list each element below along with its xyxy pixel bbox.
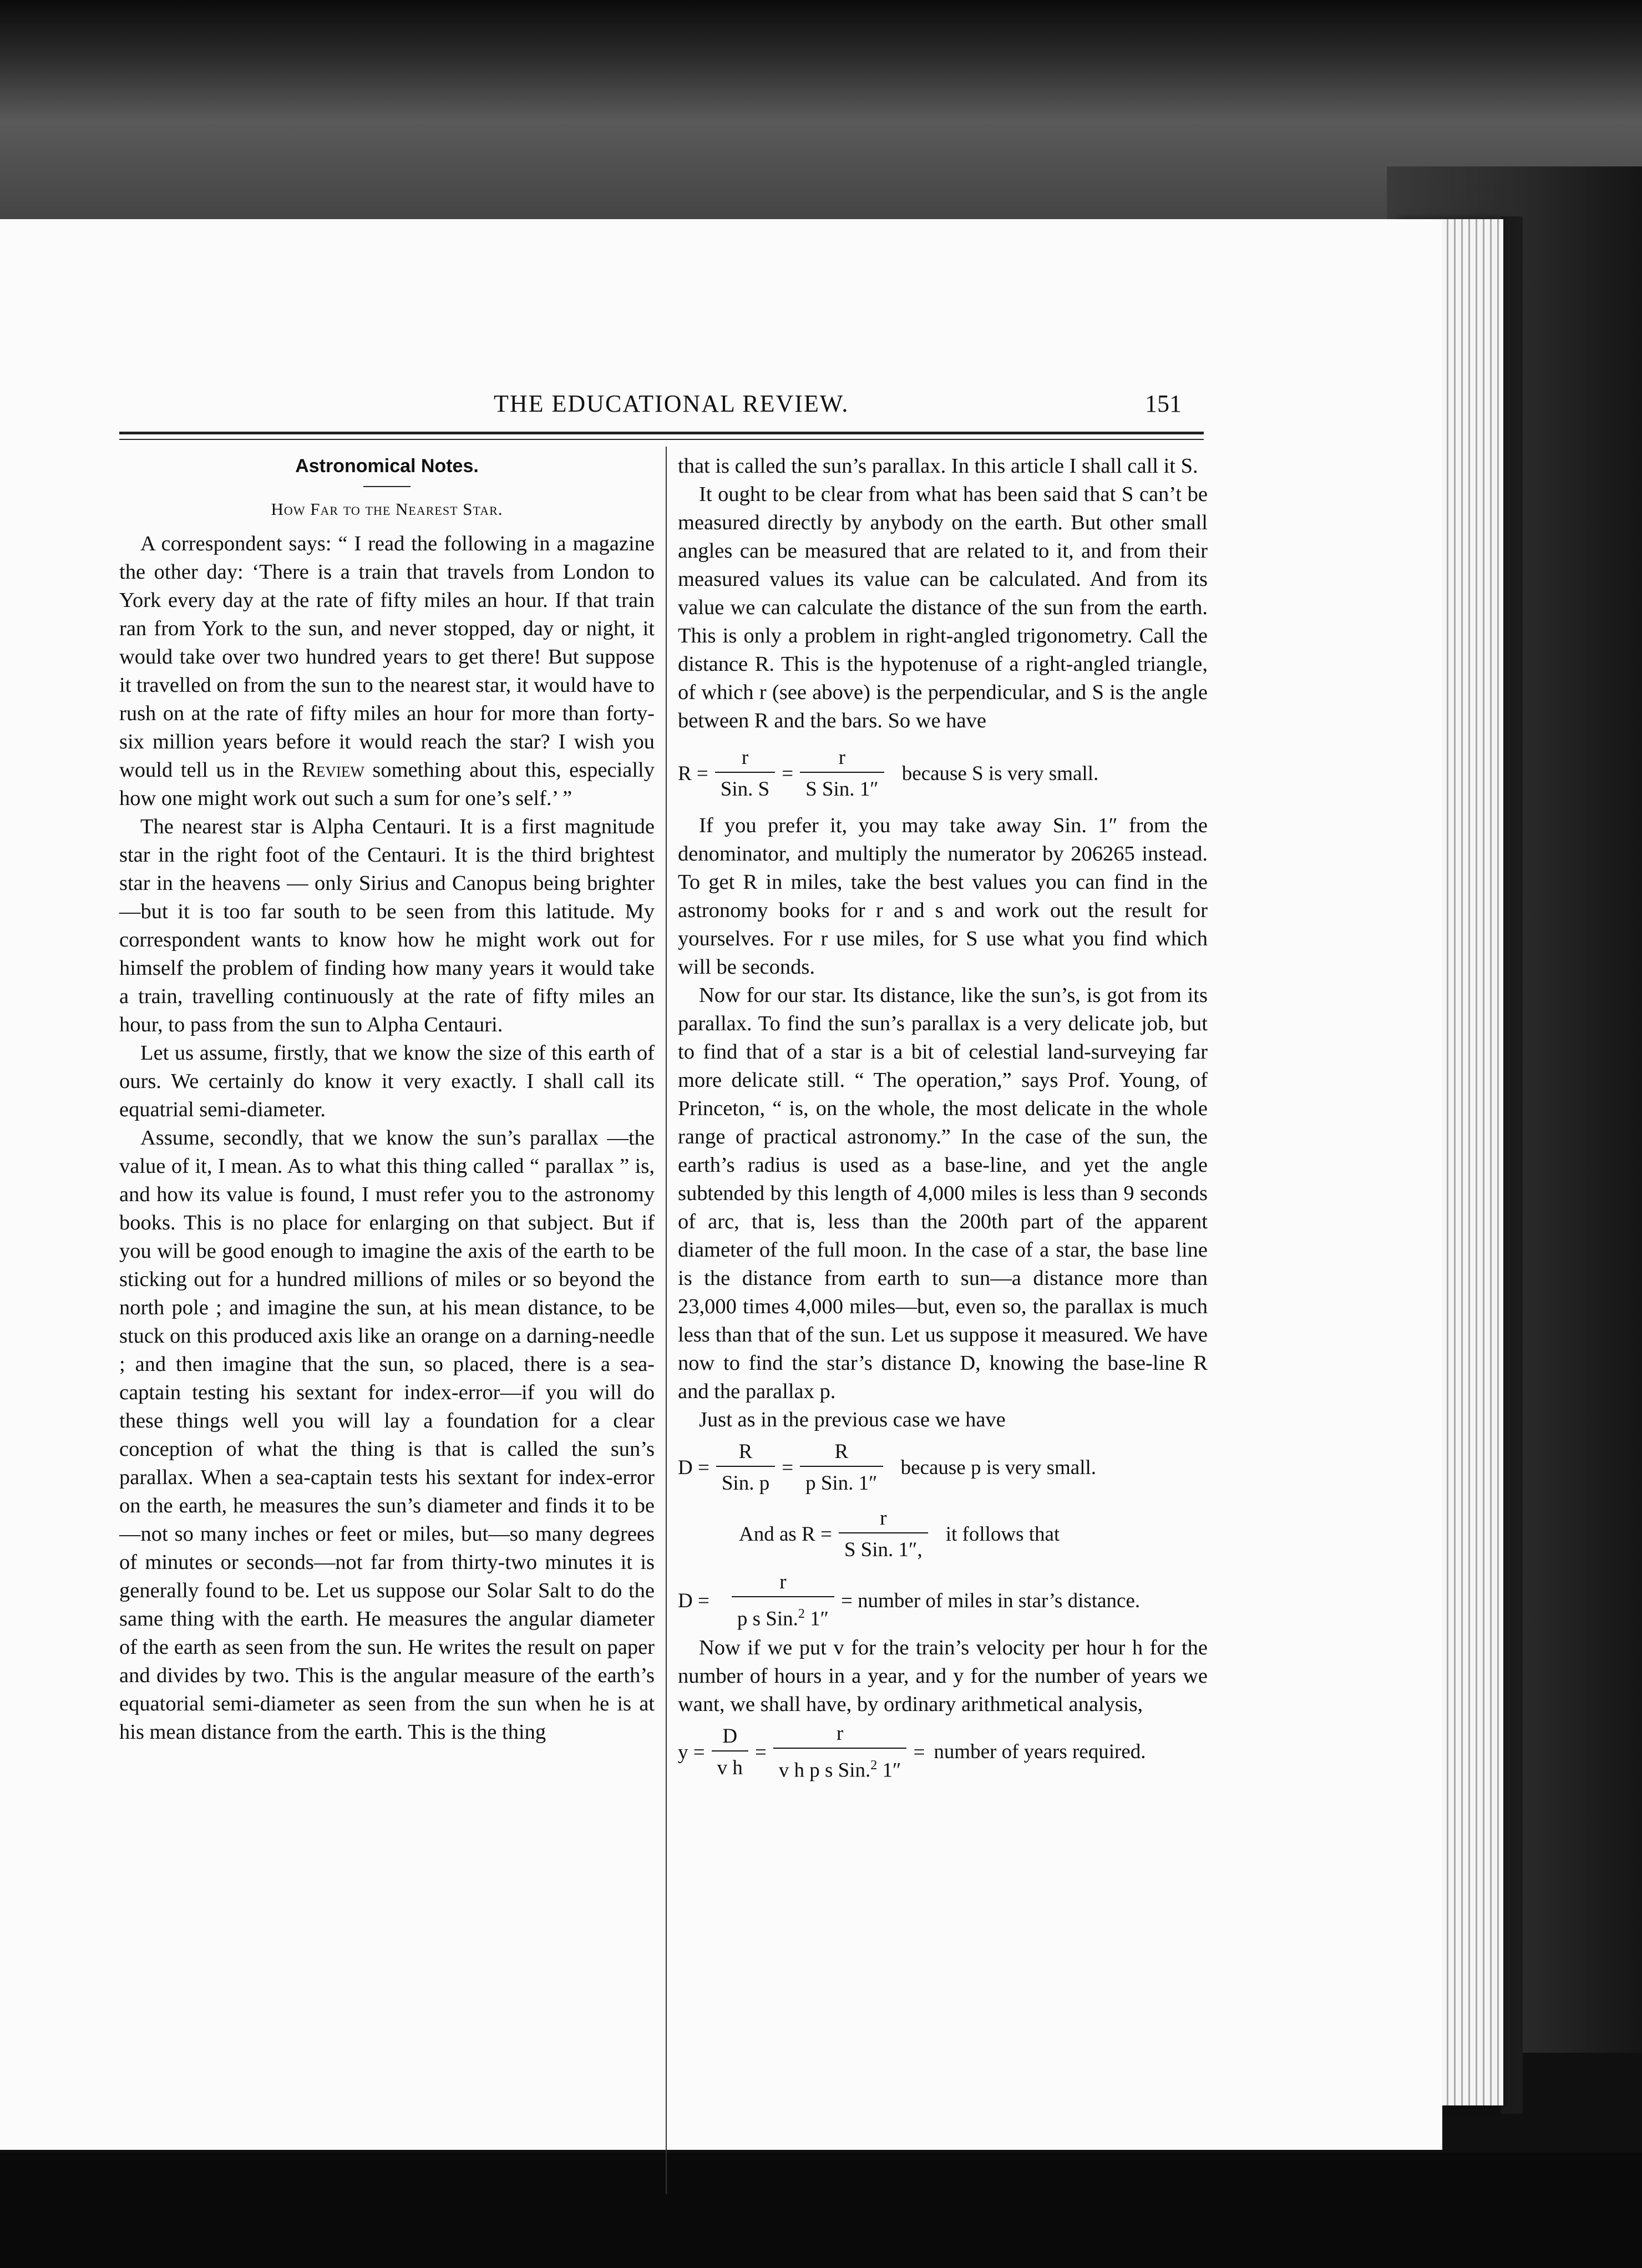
paragraph: Assume, secondly, that we know the sun’s parallax —the value of it, I mean. As to what this thing called “ parallax ” is, and how its value is found, I must refer you to the astronomy books. This is no place for enlarging on that subject. But if you will be good enough to imagine the axis of the earth to be sticking out for a hundred millions of miles or so beyond the north pole ; and imagine the sun, at his mean distance, to be stuck on this produced axis like an orange on a darning-needle ; and then imagine that the sun, so placed, there is a sea-captain testing his sextant for index-error—if you will do these things well you will lay a foundation for a clear conception of what the thing is that is called the sun’s parallax. When a sea-captain tests his sextant for index-error on the earth, he measures the sun’s diameter and finds it to be—not so many inches or feet or miles, but—so many degrees of minutes or seconds—not far from thirty-two minutes it is generally found to be. Let us suppose our Solar Salt to do the same thing with the earth. He measures the angular diameter of the earth as seen from the sun. He writes the result on paper and divides by two. This is the angular measure of the earth’s equatorial semi-diameter as seen from the sun when he is at his mean distance from the earth. This is the thing — [119, 1126, 655, 1744]
numerator: r — [880, 1507, 887, 1530]
article-subtitle: How Far to the Nearest Star. — [271, 499, 503, 519]
formula-lhs: And as R = — [739, 1522, 832, 1546]
paragraph: Let us assume, firstly, that we know the size of this earth of ours. We certainly do know it very exactly. I shall call its equatrial semi-diameter. — [119, 1041, 655, 1121]
review-small-caps: Review — [302, 758, 364, 782]
paragraph-text: something about this, especially how one might work out such a sum for one’s self.’ ” — [119, 758, 655, 810]
equals-sign: = — [782, 762, 794, 785]
equals-sign: = — [913, 1740, 925, 1764]
numerator: r — [836, 1722, 844, 1745]
formula-note: because p is very small. — [900, 1456, 1097, 1479]
formula-lhs: R = — [678, 762, 708, 785]
formula-note: it follows that — [945, 1522, 1060, 1546]
denominator: Sin. p — [716, 1466, 775, 1497]
numerator: R — [834, 1440, 849, 1463]
page-number: 151 — [1145, 390, 1182, 417]
denominator — [732, 1596, 834, 1632]
page-header — [116, 389, 1204, 428]
numerator: r — [741, 746, 749, 769]
exponent: 2 — [798, 1607, 805, 1622]
numerator: r — [779, 1571, 787, 1594]
article-title: Astronomical Notes. — [295, 455, 479, 477]
denominator: S Sin. 1″ — [800, 772, 884, 803]
paragraph: If you prefer it, you may take away Sin. 1″ from the denominator, and multiply the numerator by 206265 instead. To get R in miles, take the best values you can find in the astronomy books for r and s and work out the result for yourselves. For r use miles, for S use what you find which will be seconds. — [678, 814, 1208, 979]
paragraph: Now if we put v for the train’s velocity per hour h for the number of hours in a year, and y for the number of years we want, we shall have, by ordinary arithmetical analysis, — [678, 1636, 1208, 1716]
paragraph: Now for our star. Its distance, like the sun’s, is got from its parallax. To find the sun’s parallax is a very delicate job, but to find that of a star is a bit of celestial land-surveying far more delicate still. “ The operation,” says Prof. Young, of Princeton, “ is, on the whole, the most delicate in the whole range of practical astronomy.” In the case of the sun, the earth’s radius is used as a base-line, and yet the angle subtended by this length of 4,000 miles is less than 9 seconds of arc, that is, less than the 200th part of the apparent diameter of the full moon. In the case of a star, the base line is the distance from earth to sun—a distance more than 23,000 times 4,000 miles—but, even so, the parallax is much less than that of the sun. Let us suppose it measured. We have now to find the star’s distance D, knowing the base-line R and the parallax p. — [678, 984, 1208, 1403]
denominator — [773, 1748, 907, 1784]
equals-sign: = — [782, 1456, 794, 1479]
title-rule — [363, 486, 411, 487]
formula-lhs: D = — [678, 1589, 709, 1612]
paragraph: Just as in the previous case we have — [699, 1408, 1006, 1431]
formula-note: = number of miles in star’s distance. — [841, 1589, 1141, 1612]
book-cover-edge — [1501, 216, 1523, 2114]
formula-years — [678, 1719, 1208, 1785]
fraction — [839, 1505, 928, 1563]
running-title: THE EDUCATIONAL REVIEW. — [494, 390, 849, 417]
header-rule-thick — [119, 432, 1204, 434]
paragraph: It ought to be clear from what has been said that S can’t be measured directly by anybody on the earth. But other small angles can be measured that are related to it, and from their measured values its value can be calculated. And from its value we can calculate the distance of the sun from the earth. This is only a problem in right-angled trigonometry. Call the distance R. This is the hypotenuse of a right-angled triangle, of which r (see above) is the perpendicular, and S is the angle between R and the bars. So we have — [678, 483, 1208, 732]
column-divider — [666, 447, 667, 2194]
formula-r-substitution — [678, 1501, 1208, 1567]
formula-star-distance — [678, 1434, 1208, 1501]
paragraph: The nearest star is Alpha Centauri. It is a first magnitude star in the right foot of the Centauri. It is the third brightest star in the heavens — only Sirius and Canopus being brighter—but it is too far south to be seen from this latitude. My correspondent wants to know how he might work out for himself the problem of finding how many years it would take a train, travelling continuously at the rate of fifty miles an hour, to pass from the sun to Alpha Centauri. — [119, 815, 655, 1036]
formula-note: because S is very small. — [901, 762, 1099, 785]
denominator: p Sin. 1″ — [800, 1466, 883, 1497]
denominator-text: 1″ — [882, 1759, 901, 1782]
left-column — [119, 452, 655, 1746]
book-page — [0, 219, 1442, 2150]
paragraph: that is called the sun’s parallax. In this article I shall call it S. — [678, 454, 1198, 478]
equals-sign: = — [754, 1740, 767, 1764]
fraction — [715, 744, 775, 803]
denominator: Sin. S — [715, 772, 775, 803]
fraction — [800, 744, 884, 803]
header-rule-thin — [119, 439, 1204, 440]
fraction — [732, 1568, 834, 1632]
paragraph-text: A correspondent says: “ I read the following in a magazine the other day: ‘There is a train that travels from London to York every day at the rate of fifty miles an hour. If that train ran from York to the sun, and never stopped, day or night, it would take over two hundred years to get there! But suppose it travelled on from the sun to the nearest star, it would have to rush on at the rate of fifty miles an hour for more than forty-six million years before it would reach the star? I wish you would tell us in the — [119, 532, 655, 782]
fraction — [712, 1723, 748, 1781]
denominator-text: v h p s Sin. — [778, 1759, 871, 1782]
denominator: S Sin. 1″, — [839, 1532, 928, 1563]
numerator: D — [722, 1725, 738, 1748]
denominator: v h — [712, 1750, 748, 1781]
right-column — [678, 452, 1208, 1785]
formula-sun-distance — [678, 735, 1208, 812]
formula-note: number of years required. — [934, 1740, 1146, 1763]
numerator: r — [838, 746, 846, 769]
formula-lhs: D = — [678, 1456, 709, 1479]
fraction — [773, 1720, 907, 1784]
paragraph — [119, 530, 655, 813]
fraction — [800, 1438, 883, 1497]
exponent: 2 — [870, 1758, 878, 1773]
formula-lhs: y = — [678, 1740, 705, 1764]
denominator-text: p s Sin. — [737, 1607, 798, 1631]
formula-star-distance-miles — [678, 1567, 1208, 1634]
denominator-text: 1″ — [810, 1607, 829, 1631]
numerator: R — [738, 1440, 753, 1463]
fraction — [716, 1438, 775, 1497]
scanner-background-bottom — [0, 2153, 1642, 2268]
